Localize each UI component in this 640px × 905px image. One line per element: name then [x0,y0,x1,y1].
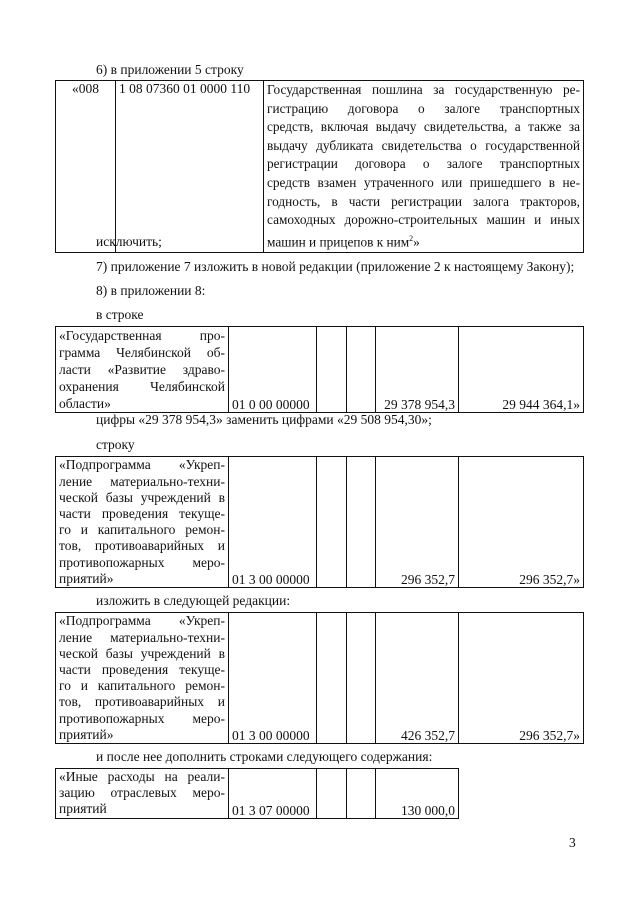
item-8-text: 8) в приложении 8: [96,283,206,298]
subprogram-name-line: го и капитального ремон- [59,522,225,538]
subprogram-name-line: «Подпрограмма «Укреп- [59,457,225,473]
add-rows-text: и после нее дополнить строками следующего содержания: [96,749,433,764]
amount-cell [459,327,584,413]
table-row [56,327,584,413]
program-table [55,326,584,413]
item-7-text: 7) приложение 7 изложить в новой редакции (приложение 2 к настоящему Закону); [96,259,575,274]
table-row [56,457,584,588]
target-code-cell [229,457,317,588]
amount-value: 426 352,7 [401,728,455,743]
expense-name-line: «Иные расходы на реали- [59,769,225,784]
amount-value: 296 352,7» [519,728,580,743]
description-line: Государственная пошлина за государственную ре- [267,82,580,97]
subprogram-name-line: ление материально-техни- [59,473,225,489]
subprogram-name-cell [56,457,229,588]
exclude-text: исключить; [96,234,162,249]
closing-quote: » [413,234,420,250]
table-row [56,613,584,744]
empty-cell [347,457,376,588]
empty-cell [317,457,347,588]
subprogram-name-line: ление материально-техни- [59,629,225,645]
description-line: гистрацию договора о залоге транспортных [267,100,580,116]
empty-cell [347,613,376,744]
description-line: самоходных дорожно-строительных машин и иных [267,212,580,228]
subprogram-name-line: ческой базы учреждений в [59,645,225,661]
target-code: 01 0 00 00000 [232,397,310,412]
amount-cell [376,327,459,413]
target-code: 01 3 00 00000 [232,572,310,587]
amount-cell [376,769,459,819]
amount-cell [459,613,584,744]
page-number: 3 [569,835,576,850]
program-name-cell [56,327,229,413]
revenue-description-cell [264,81,584,253]
subprogram-name-line: ческой базы учреждений в [59,489,225,505]
table-row [56,81,584,253]
table-row [56,769,584,819]
subprogram-name-cell [56,613,229,744]
revenue-code-cell [56,81,116,253]
empty-cell [347,327,376,413]
subprogram-name-line: части проведения текуще- [59,661,225,677]
subprogram-name-last-line: приятий» [59,570,114,586]
restate-text: изложить в следующей редакции: [96,593,291,608]
description-line: регистрации договора о залоге транспортных [267,156,580,172]
description-line: выдачу дубликата свидетельства о государственной [267,137,580,153]
description-last-line [267,230,580,252]
in-row-text: в строке [96,307,144,322]
amount-value: 296 352,7» [519,572,580,587]
subprogram-name-line: противопожарных меро- [59,710,225,726]
replace-digits-text: цифры «29 378 954,3» заменить цифрами «29 508 954,30»; [96,412,432,427]
amount-value: 29 378 954,3 [384,397,455,412]
empty-cell [347,769,376,819]
empty-cell [317,613,347,744]
expense-name-last-line: приятий [59,801,107,817]
empty-cell [317,327,347,413]
expense-name-cell [56,769,229,819]
kbk-code: 1 08 07360 01 0000 110 [119,81,251,96]
program-name-line: охранения Челябинской [59,379,225,394]
subprogram-name-line: тов, противоаварийных и [59,538,225,554]
amount-value: 130 000,0 [401,802,455,818]
target-code-cell [229,769,317,819]
revenue-table [55,80,584,253]
description-line: средств взамен утраченного или пришедшего в не- [267,174,580,190]
amount-cell [376,457,459,588]
item-6-text: 6) в приложении 5 строку [96,62,244,77]
other-expenses-table [55,768,584,819]
target-code: 01 3 07 00000 [232,802,310,818]
row-word-text: строку [96,437,135,452]
footnote-mark: 2 [409,233,414,243]
amount-value: 296 352,7 [401,572,455,587]
revenue-code: «008 [72,81,99,96]
subprogram-table-new [55,612,584,744]
amount-cell [376,613,459,744]
amount-cell [459,457,584,588]
target-code-cell [229,613,317,744]
subprogram-name-line: части проведения текуще- [59,505,225,521]
empty-cell [459,769,584,819]
program-name-line: ласти «Развитие здраво- [59,362,225,377]
kbk-cell [116,81,264,253]
subprogram-table-old [55,456,584,588]
target-code-cell [229,327,317,413]
target-code: 01 3 00 00000 [232,728,310,743]
description-line: средств, включая выдачу свидетельства, а также за [267,119,580,135]
expense-name-line: зацию отраслевых меро- [59,785,225,801]
amount-value: 29 944 364,1» [502,397,580,412]
subprogram-name-line: тов, противоаварийных и [59,694,225,710]
subprogram-name-line: го и капитального ремон- [59,678,225,694]
program-name-line: грамма Челябинской об- [59,345,225,360]
subprogram-name-line: противопожарных меро- [59,554,225,570]
program-name-last-line: области» [59,396,111,411]
description-line: годность, в части регистрации залога тракторов, [267,193,580,209]
subprogram-name-line: «Подпрограмма «Укреп- [59,613,225,629]
description-text: машин и прицепов к ним [267,234,410,250]
subprogram-name-last-line: приятий» [59,726,114,742]
program-name-line: «Государственная про- [59,328,225,343]
empty-cell [317,769,347,819]
